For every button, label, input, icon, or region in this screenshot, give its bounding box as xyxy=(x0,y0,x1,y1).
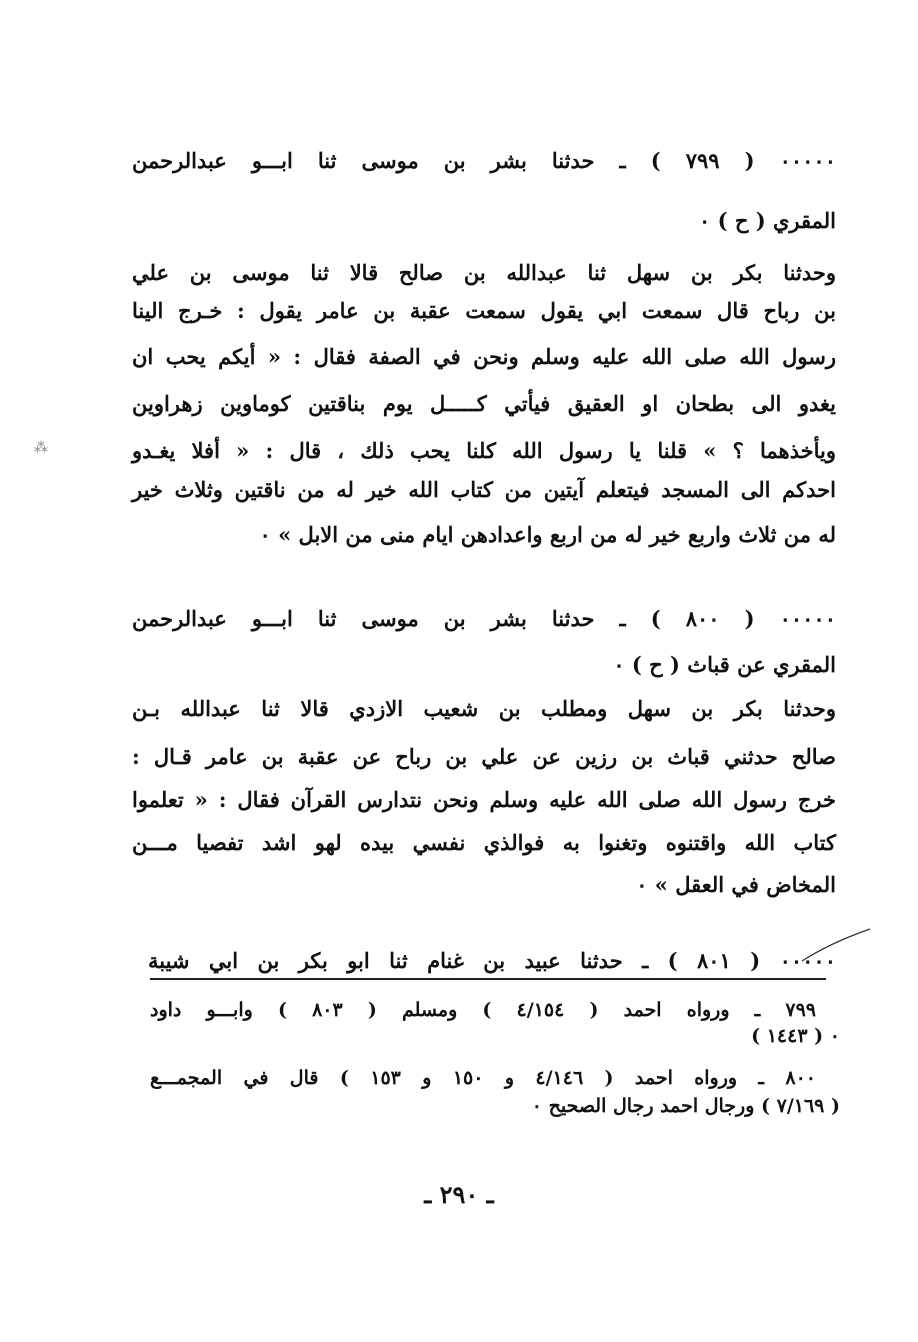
footnote-800-line-1: ٨٠٠ ـ ورواه احمد ( ٤/١٤٦ و ١٥٠ و ١٥٣ ) قال في المجمـــع xyxy=(150,1067,816,1089)
hadith-800-line-5: خرج رسول الله صلى الله عليه وسلم ونحن نتدارس القرآن فقال : « تعلموا xyxy=(132,787,836,812)
footnote-separator xyxy=(150,978,826,980)
hadith-799-line-6: يغدو الى بطحان او العقيق فيأتي كـــــل يوم بناقتين كوماوين زهراوين xyxy=(132,391,836,416)
hadith-800-line-6: كتاب الله واقتنوه وتغنوا به فوالذي نفسي بيده لهو اشد تفصيا مـــن xyxy=(132,830,836,855)
hadith-799-line-7: ويأخذهما ؟ » قلنا يا رسول الله كلنا يحب ذلك ، قال : « أفلا يغـدو xyxy=(132,438,836,463)
footnote-799-line-1: ٧٩٩ ـ ورواه احمد ( ٤/١٥٤ ) ومسلم ( ٨٠٣ ) وابـــو داود xyxy=(150,999,816,1021)
hadith-800-line-4: صالح حدثني قباث بن رزين عن علي بن رباح عن عقبة بن عامر قـال : xyxy=(132,744,836,769)
hadith-799-line-4: بن رباح قال سمعت ابي يقول سمعت عقبة بن عامر يقول : خـرج الينا xyxy=(132,298,836,323)
hadith-800-line-7: المخاض في العقل » ٠ xyxy=(636,872,836,897)
hadith-800-line-2: المقري عن قباث ( ح ) ٠ xyxy=(613,652,836,677)
hadith-801-line: ٠٠٠٠٠ ( ٨٠١ ) ـ حدثنا عبيد بن غنام ثنا ابو بكر بن ابي شيبة xyxy=(148,948,836,973)
hadith-799-line-8: احدكم الى المسجد فيتعلم آيتين من كتاب الله خير له من ناقتين وثلاث خير xyxy=(132,477,836,502)
hadith-800-line-3: وحدثنا بكر بن سهل ومطلب بن شعيب الازدي قالا ثنا عبدالله بـن xyxy=(132,696,836,721)
hadith-799-line-2: المقري ( ح ) ٠ xyxy=(699,208,836,233)
hadith-799-line-3: وحدثنا بكر بن سهل ثنا عبدالله بن صالح قالا ثنا موسى بن علي xyxy=(132,260,836,285)
footnote-800-line-2: ( ٧/١٦٩ ) ورجال احمد رجال الصحيح ٠ xyxy=(531,1095,840,1117)
page-number: ـ ٢٩٠ ـ xyxy=(424,1180,494,1209)
scan-speck: ⁂ xyxy=(34,440,48,456)
hadith-799-line-9: له من ثلاث واربع خير له من اربع واعدادهن ايام منى من الابل » ٠ xyxy=(259,522,836,547)
hadith-800-line-1: ٠٠٠٠٠ ( ٨٠٠ ) ـ حدثنا بشر بن موسى ثنا ابـــو عبدالرحمن xyxy=(132,606,836,631)
footnote-799-line-2: ( ١٤٤٣ ) ٠ xyxy=(751,1025,840,1047)
hadith-799-line-1: ٠٠٠٠٠ ( ٧٩٩ ) ـ حدثنا بشر بن موسى ثنا ابـــو عبدالرحمن xyxy=(132,148,836,173)
pen-stroke-mark xyxy=(800,925,880,965)
hadith-799-line-5: رسول الله صلى الله عليه وسلم ونحن في الصفة فقال : « أيكم يحب ان xyxy=(132,344,836,369)
